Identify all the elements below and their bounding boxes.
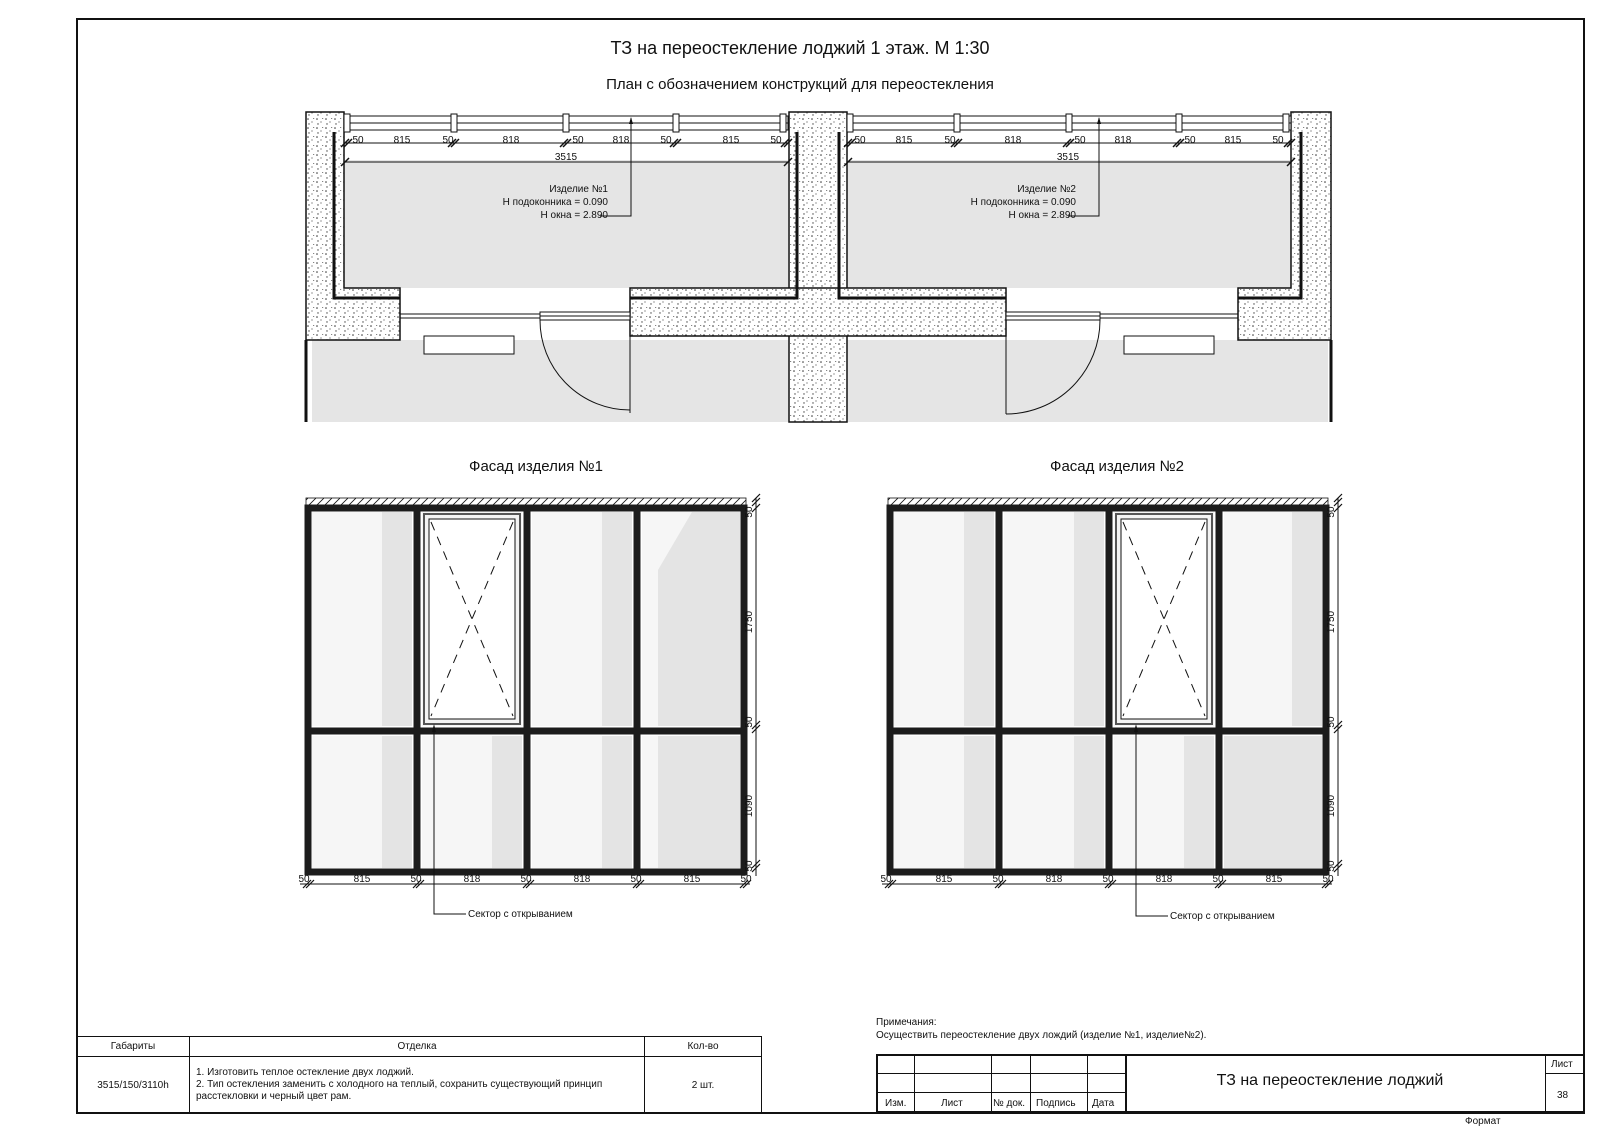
- facade2-bdim-8: 815: [1265, 874, 1283, 885]
- plan-subtitle: План с обозначением конструкций для переостекления: [606, 76, 994, 93]
- plan1-dim-5: 50: [572, 135, 584, 146]
- facade2-bdim-9: 50: [1322, 874, 1334, 885]
- plan2-dim-total: 3515: [1056, 152, 1080, 163]
- item2-window: H окна = 2.890: [1008, 210, 1076, 221]
- facade-1: [300, 490, 780, 940]
- spec-table: [76, 1036, 762, 1114]
- facade1-bdim-8: 815: [683, 874, 701, 885]
- spec-finish: [190, 1057, 645, 1114]
- facade2-bdim-5: 50: [1102, 874, 1114, 885]
- spec-finish-line2: 2. Тип остекления заменить с холодного на теплый, сохранить существующий принцип расстекловки и черный цвет рам.: [196, 1079, 603, 1102]
- spec-finish-line1: 1. Изготовить теплое остекление двух лоджий.: [196, 1067, 414, 1078]
- facade2-bdim-2: 815: [935, 874, 953, 885]
- notes-text: Осуществить переостекление двух лождий (изделие №1, изделие№2).: [876, 1030, 1207, 1041]
- plan2-dim-8: 815: [1224, 135, 1242, 146]
- facade1-sdim-2: 1750: [744, 610, 755, 634]
- plan2-dim-6: 818: [1114, 135, 1132, 146]
- facade1-sector-label: Сектор с открыванием: [468, 909, 573, 920]
- facade1-title: Фасад изделия №1: [469, 458, 603, 475]
- facade1-bdim-3: 50: [410, 874, 422, 885]
- facade1-bdim-9: 50: [740, 874, 752, 885]
- facade1-bdim-1: 50: [298, 874, 310, 885]
- facade2-sdim-2: 1750: [1326, 610, 1337, 634]
- notes: [876, 1016, 1206, 1042]
- facade2-title: Фасад изделия №2: [1050, 458, 1184, 475]
- facade2-bdim-7: 50: [1212, 874, 1224, 885]
- stamp-col-list: Лист: [941, 1098, 963, 1109]
- facade2-sdim-5: 50: [1326, 860, 1337, 872]
- plan1-dim-6: 818: [612, 135, 630, 146]
- facade1-sdim-1: 50: [744, 506, 755, 518]
- facade1-bdim-4: 818: [463, 874, 481, 885]
- plan1-dim-8: 815: [722, 135, 740, 146]
- facade1-bdim-2: 815: [353, 874, 371, 885]
- stamp-col-doc: № док.: [993, 1098, 1026, 1109]
- spec-qty: 2 шт.: [645, 1057, 762, 1114]
- stamp-col-date: Дата: [1092, 1098, 1115, 1109]
- facade1-sdim-4: 1090: [744, 794, 755, 818]
- facade2-bdim-6: 818: [1155, 874, 1173, 885]
- plan2-dim-1: 50: [854, 135, 866, 146]
- facade2-bdim-3: 50: [992, 874, 1004, 885]
- facade2-sdim-4: 1090: [1326, 794, 1337, 818]
- facade2-sdim-1: 50: [1326, 506, 1337, 518]
- stamp-col-izm: Изм.: [885, 1098, 907, 1109]
- item1-name: Изделие №1: [549, 184, 608, 195]
- item2-name: Изделие №2: [1017, 184, 1076, 195]
- spec-header-finish: Отделка: [190, 1037, 645, 1057]
- stamp-col-sign: Подпись: [1036, 1098, 1076, 1109]
- facade2-bdim-1: 50: [880, 874, 892, 885]
- spec-header-qty: Кол-во: [645, 1037, 762, 1057]
- facade1-bdim-7: 50: [630, 874, 642, 885]
- page-title: ТЗ на переостекление лоджий 1 этаж. М 1:30: [610, 38, 990, 58]
- facade2-bdim-4: 818: [1045, 874, 1063, 885]
- plan2-dim-4: 818: [1004, 135, 1022, 146]
- plan2-dim-9: 50: [1272, 135, 1284, 146]
- floor-plan: [0, 0, 1600, 440]
- stamp-format-label: Формат: [1465, 1116, 1501, 1127]
- facade1-bdim-6: 818: [573, 874, 591, 885]
- facade1-sdim-5: 50: [744, 860, 755, 872]
- notes-heading: Примечания:: [876, 1017, 937, 1028]
- stamp-sheet-number: 38: [1557, 1090, 1569, 1101]
- item2-sill: H подоконника = 0.090: [970, 197, 1076, 208]
- plan2-dim-2: 815: [895, 135, 913, 146]
- plan1-dim-4: 818: [502, 135, 520, 146]
- item1-sill: H подоконника = 0.090: [502, 197, 608, 208]
- stamp-sheet-label: Лист: [1551, 1059, 1573, 1070]
- facade1-sdim-3: 50: [744, 716, 755, 728]
- plan2-dim-3: 50: [944, 135, 956, 146]
- plan1-dim-9: 50: [770, 135, 782, 146]
- plan1-dim-1: 50: [352, 135, 364, 146]
- plan2-dim-5: 50: [1074, 135, 1086, 146]
- facade-2: [882, 490, 1362, 940]
- plan2-dim-7: 50: [1184, 135, 1196, 146]
- spec-header-size: Габариты: [77, 1037, 190, 1057]
- item1-window: H окна = 2.890: [540, 210, 608, 221]
- stamp-title: ТЗ на переостекление лоджий: [1216, 1072, 1444, 1089]
- spec-size: 3515/150/3110h: [77, 1057, 190, 1114]
- facade2-sdim-3: 50: [1326, 716, 1337, 728]
- plan1-dim-3: 50: [442, 135, 454, 146]
- facade1-bdim-5: 50: [520, 874, 532, 885]
- plan1-dim-total: 3515: [554, 152, 578, 163]
- plan1-dim-7: 50: [660, 135, 672, 146]
- plan1-dim-2: 815: [393, 135, 411, 146]
- facade2-sector-label: Сектор с открыванием: [1170, 911, 1275, 922]
